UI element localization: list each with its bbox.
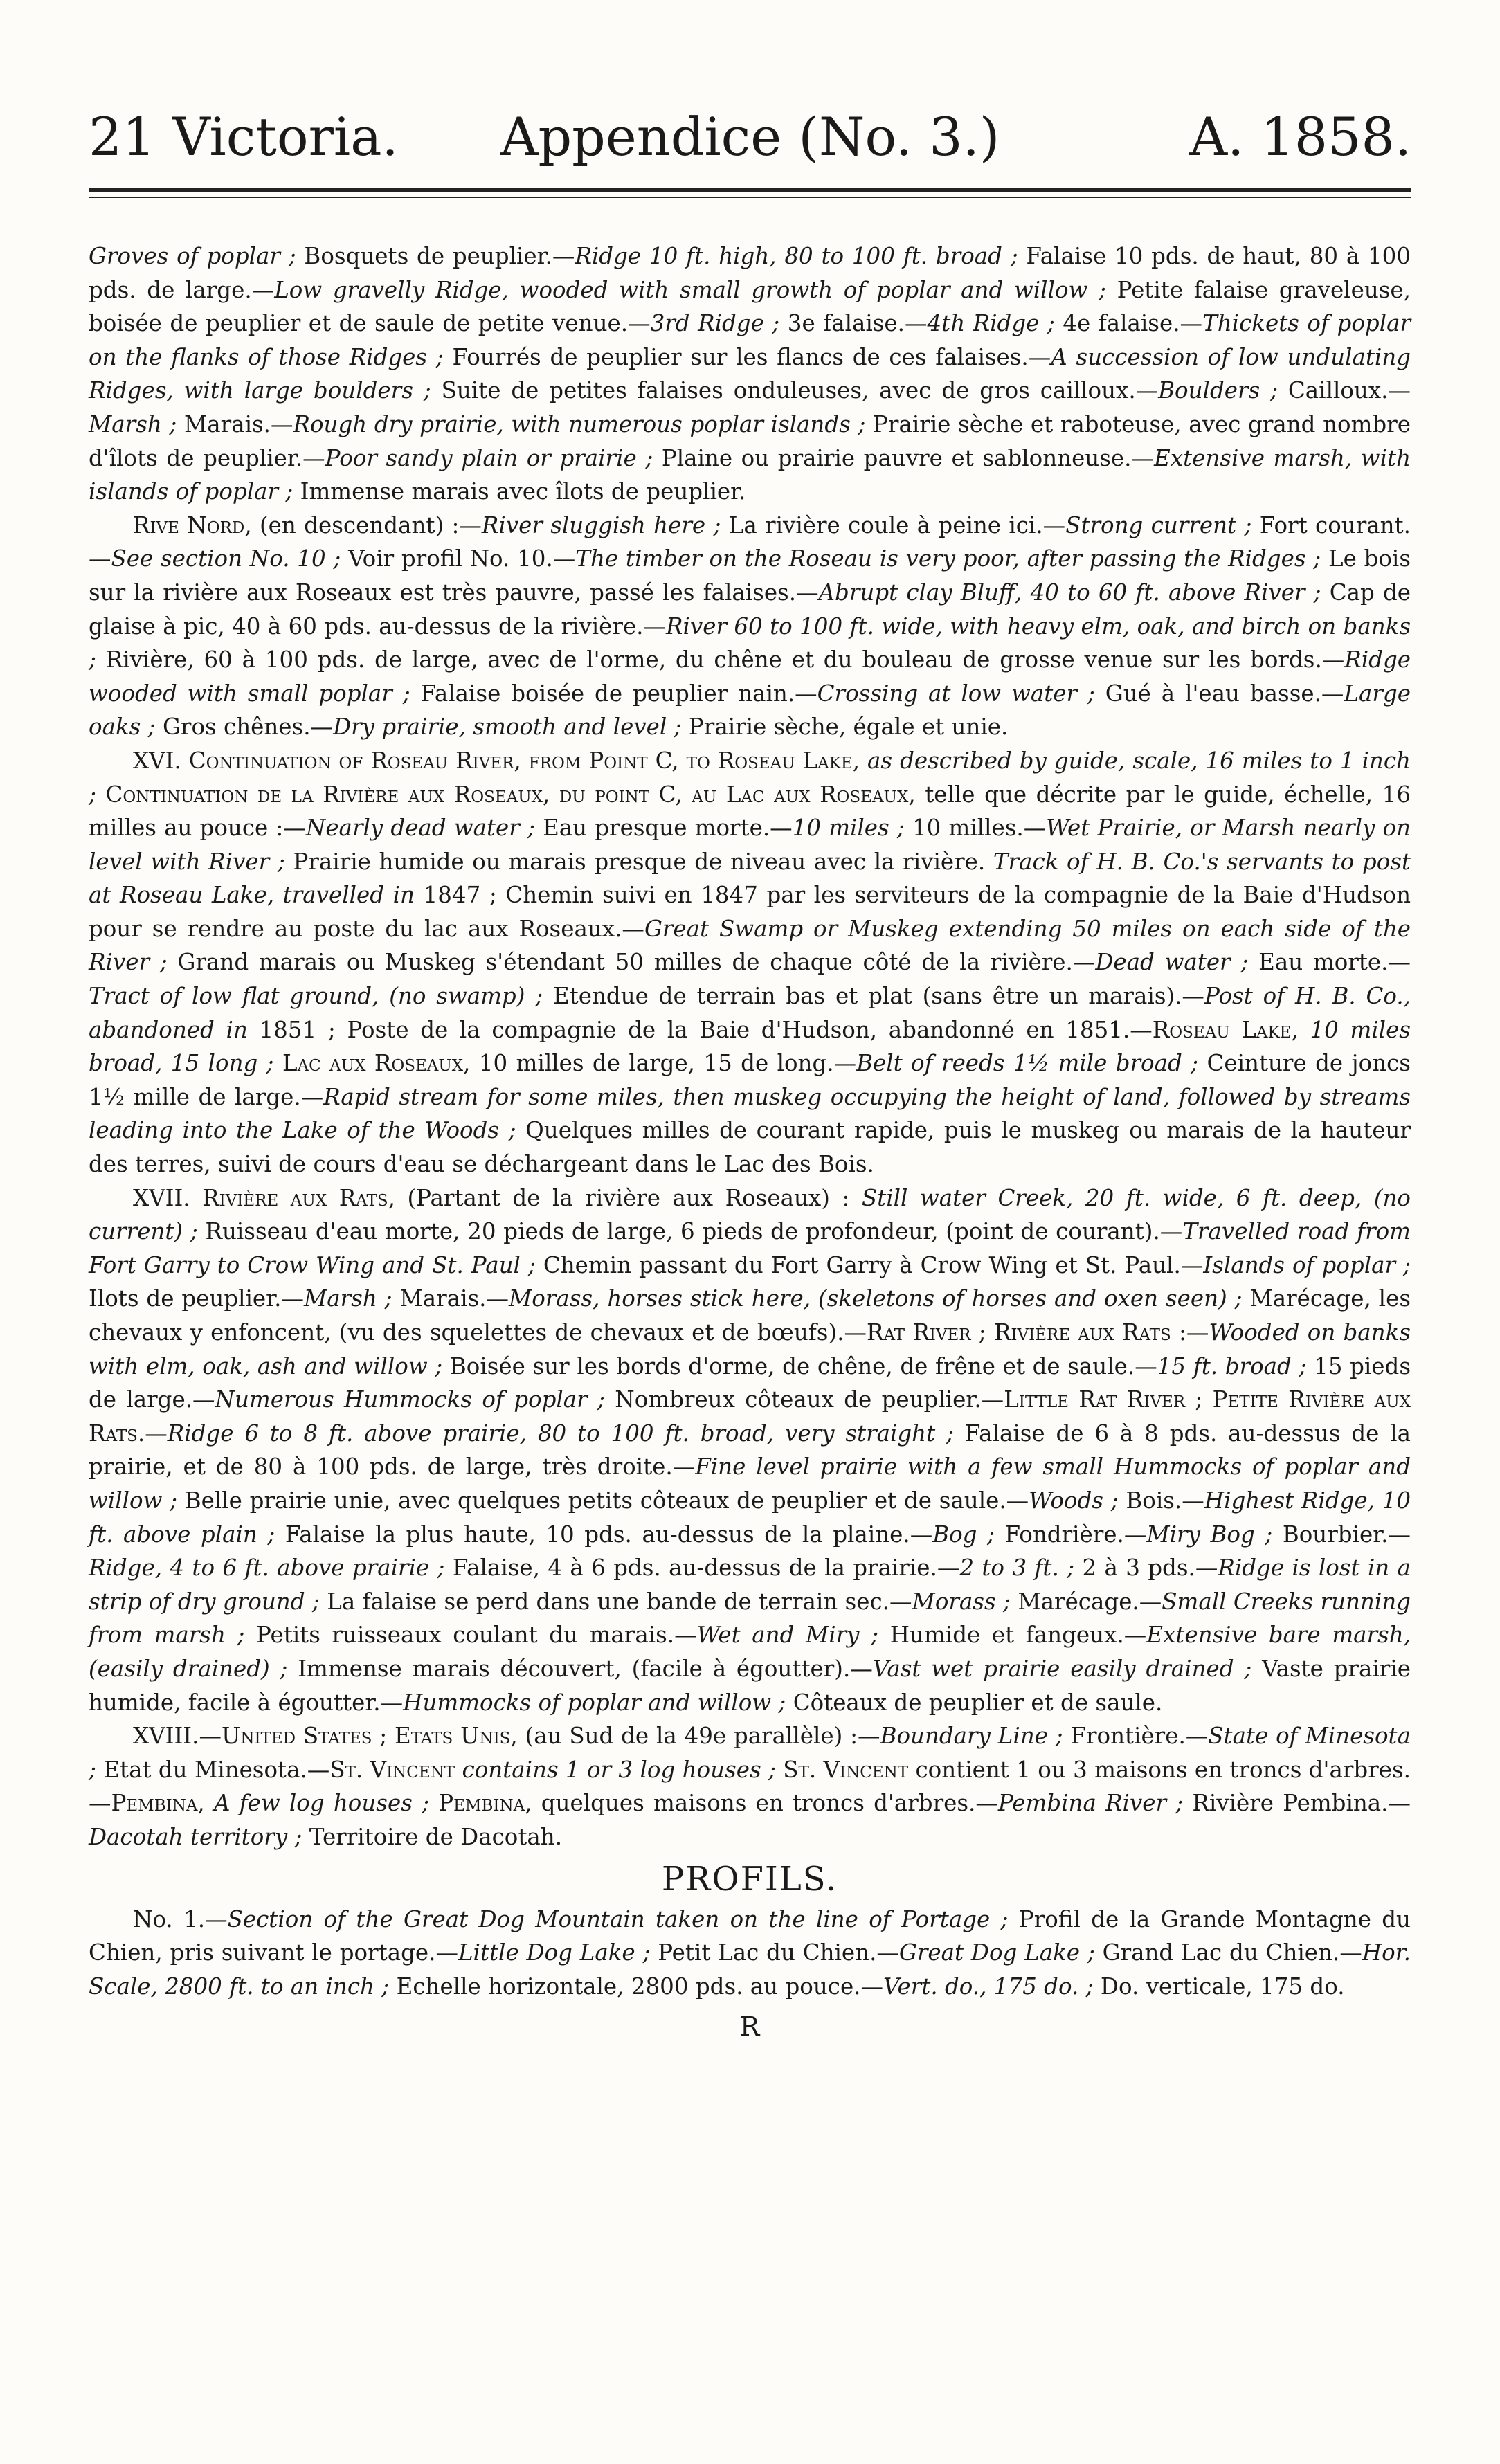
english-term: Rapid stream for some miles, then muskeg occupying the height of land, followed by streams leading into the Lake of the Woods ; [89, 1083, 1411, 1144]
english-term: 3rd Ridge ; [650, 310, 780, 337]
english-term: Pembina River ; [997, 1790, 1184, 1817]
french-text: Marais.— [392, 1285, 509, 1312]
french-text: Petit Lac du Chien.— [650, 1939, 899, 1966]
english-term: Marsh ; [89, 410, 177, 437]
english-term: Rough dry prairie, with numerous poplar islands ; [293, 410, 866, 437]
english-term: Boulders ; [1158, 377, 1278, 404]
french-text: telle que décrite par le guide, échelle, 16 milles au pouce :— [89, 781, 1411, 842]
french-text: Fondrière.— [994, 1521, 1147, 1548]
french-text: Rivière Pembina.— [1183, 1790, 1411, 1817]
french-text: :— [1171, 1319, 1209, 1346]
english-term: Ridge 10 ft. high, 80 to 100 ft. broad ; [575, 243, 1018, 269]
section-heading: Continuation of Roseau River, from Point C, to Roseau Lake, [181, 747, 860, 774]
english-term: Wet and Miry ; [696, 1622, 879, 1649]
place-name: Pembina, [429, 1790, 532, 1817]
english-term: Great Dog Lake ; [898, 1939, 1095, 1966]
french-text: Prairie humide ou marais presque de niveau avec la rivière. [284, 848, 993, 875]
english-term: Small Creeks running from marsh ; [89, 1588, 1411, 1649]
english-term: Numerous Hummocks of poplar ; [215, 1386, 605, 1413]
english-term: Morass, horses stick here, (skeletons of horses and oxen seen) ; [508, 1285, 1243, 1312]
english-term: Still water Creek, 20 ft. wide, 6 ft. deep, (no current) ; [89, 1184, 1411, 1245]
english-term: Tract of low flat ground, (no swamp) ; [89, 983, 543, 1010]
french-text: Falaise de 6 à 8 pds. au-dessus de la prairie, et de 80 à 100 pds. de large, très droite.— [89, 1420, 1411, 1480]
paragraph-section-xvii [89, 1181, 1411, 1720]
french-text: Profil de la Grande Montagne du Chien, pris suivant le portage.— [89, 1905, 1411, 1966]
french-text: Territoire de Dacotah. [302, 1823, 563, 1850]
french-text: 2 à 3 pds.— [1074, 1555, 1218, 1582]
english-term: Hummocks of poplar and willow ; [403, 1689, 786, 1716]
place-name: Little Rat River ; Petite Rivière aux Rats. [89, 1386, 1411, 1447]
french-text: Prairie sèche, égale et unie. [681, 714, 1009, 741]
english-term: contains 1 or 3 log houses ; [455, 1756, 776, 1783]
french-text: 1847 ; Chemin suivi en 1847 par les serviteurs de la compagnie de la Baie d'Hudson pour se rendre au poste du lac aux Roseaux.— [89, 882, 1411, 942]
french-text: Voir profil No. 10.— [341, 545, 576, 572]
english-term: River 60 to 100 ft. wide, with heavy elm, oak, and birch on banks ; [89, 613, 1411, 673]
english-term: Boundary Line ; [880, 1723, 1063, 1750]
english-term: The timber on the Roseau is very poor, after passing the Ridges ; [575, 545, 1321, 572]
french-text: Boisée sur les bords d'orme, de chêne, de frêne et de saule.— [442, 1352, 1157, 1379]
french-text: Bosquets de peuplier.— [296, 243, 575, 269]
english-term: State of Minesota ; [89, 1723, 1411, 1783]
french-text: Bourbier.— [1272, 1521, 1411, 1548]
english-term: Belt of reeds 1½ mile broad ; [856, 1050, 1199, 1077]
french-text: Ruisseau d'eau morte, 20 pieds de large, 6 pieds de profondeur, (point de courant).— [197, 1218, 1183, 1245]
french-text: 10 milles.— [904, 815, 1047, 842]
english-term: Travelled road from Fort Garry to Crow Wing and St. Paul ; [89, 1218, 1411, 1278]
english-term: 10 miles broad, 15 long ; [89, 1016, 1411, 1077]
french-text: Suite de petites falaises onduleuses, avec de gros cailloux.— [431, 377, 1159, 404]
english-term: Islands of poplar ; [1203, 1251, 1411, 1278]
french-text: contient 1 ou 3 maisons en troncs d'arbres.— [89, 1756, 1411, 1817]
english-term: 10 miles ; [792, 815, 905, 842]
french-text: Cap de glaise à pic, 40 à 60 pds. au-dessus de la rivière.— [89, 579, 1411, 640]
french-text: 15 pieds de large.— [89, 1352, 1411, 1413]
english-term: Wet Prairie, or Marsh nearly on level with River ; [89, 815, 1411, 875]
french-text: Chemin passant du Fort Garry à Crow Wing et St. Paul.— [535, 1251, 1204, 1278]
french-text: Plaine ou prairie pauvre et sablonneuse.— [653, 444, 1154, 471]
english-term: Abrupt clay Bluff, 40 to 60 ft. above River ; [818, 579, 1321, 606]
french-text: La rivière coule à peine ici.— [721, 511, 1066, 538]
french-text: 1851 ; Poste de la compagnie de la Baie d'Hudson, abandonné en 1851.— [247, 1016, 1153, 1043]
english-term: Crossing at low water ; [817, 680, 1095, 707]
english-term: Ridge wooded with small poplar ; [89, 646, 1411, 707]
english-term: Vert. do., 175 do. ; [883, 1973, 1094, 2000]
english-term: Dead water ; [1095, 949, 1249, 976]
french-text: Frontière.— [1063, 1723, 1209, 1750]
french-text: 3e falaise.— [779, 310, 928, 337]
profile-number: No. 1.— [133, 1905, 228, 1932]
french-text: Eau presque morte.— [534, 815, 793, 842]
paragraph-ridges [89, 239, 1411, 509]
section-heading: Rivière aux Rats, [190, 1184, 395, 1211]
english-term: Morass ; [912, 1588, 1011, 1615]
french-text: Immense marais découvert, (facile à égoutter).— [287, 1655, 873, 1682]
paragraph-section-xvi [89, 744, 1411, 1181]
header-rule-thick [89, 188, 1411, 192]
french-text: Falaise, 4 à 6 pds. au-dessus de la prairie.— [444, 1555, 960, 1582]
french-text: Belle prairie unie, avec quelques petits côteaux de peuplier et de saule.— [177, 1487, 1029, 1514]
signature-mark: R [739, 2011, 760, 2042]
french-text: Gros chênes.— [155, 714, 334, 741]
english-term: Dacotah territory ; [89, 1823, 302, 1850]
french-text: Quelques milles de courant rapide, puis le muskeg ou marais de la hauteur des terres, suivi de cours d'eau se déchargeant dans le Lac des Bois. [89, 1117, 1411, 1178]
french-text: Eau morte.— [1248, 949, 1411, 976]
place-name: St. Vincent [775, 1756, 909, 1783]
french-text: Fort courant.— [89, 511, 1411, 572]
english-term: Miry Bog ; [1146, 1521, 1273, 1548]
english-term: Low gravelly Ridge, wooded with small growth of poplar and willow ; [274, 276, 1106, 303]
english-term: Bog ; [932, 1521, 995, 1548]
french-text: Gué à l'eau basse.— [1094, 680, 1344, 707]
place-name: Rat River ; Rivière aux Rats [866, 1319, 1171, 1346]
header-rule-thin [89, 197, 1411, 198]
french-text: Rivière, 60 à 100 pds. de large, avec de l'orme, du chêne et du bouleau de grosse venue sur les bords.— [96, 646, 1345, 673]
french-text: Marais.— [177, 410, 293, 437]
french-text: Marécage, les chevaux y enfoncent, (vu des squelettes de chevaux et de bœufs).— [89, 1285, 1411, 1346]
section-heading: Continuation de la Rivière aux Roseaux, du point C, au Lac aux Roseaux, [96, 781, 916, 808]
document-body [89, 239, 1411, 2044]
french-text: Echelle horizontale, 2800 pds. au pouce.— [389, 1973, 884, 2000]
english-term: 2 to 3 ft. ; [959, 1555, 1075, 1582]
french-text: (Partant de la rivière aux Roseaux) : [395, 1184, 862, 1211]
english-term: Marsh ; [303, 1285, 392, 1312]
english-term: Little Dog Lake ; [458, 1939, 651, 1966]
french-text: Grand marais ou Muskeg s'étendant 50 milles de chaque côté de la rivière.— [167, 949, 1096, 976]
english-term: Dry prairie, smooth and level ; [333, 714, 682, 741]
french-text: Bois.— [1118, 1487, 1204, 1514]
english-term: Ridge is lost in a strip of dry ground ; [89, 1555, 1411, 1615]
section-heading: United States ; Etats Unis, [221, 1723, 518, 1750]
french-text: Ceinture de joncs 1½ mille de large.— [89, 1050, 1411, 1110]
english-term: Groves of poplar ; [89, 243, 296, 269]
english-term: Track of H. B. Co.'s servants to post at Roseau Lake, travelled in [89, 848, 1411, 909]
english-term: Highest Ridge, 10 ft. above plain ; [89, 1487, 1411, 1548]
english-term: Extensive marsh, with islands of poplar ; [89, 444, 1411, 505]
french-text: Falaise la plus haute, 10 pds. au-dessus de la plaine.— [275, 1521, 933, 1548]
section-number: XVI. [133, 747, 181, 774]
french-text: Humide et fangeux.— [878, 1622, 1147, 1649]
french-text: quelques maisons en troncs d'arbres.— [532, 1790, 998, 1817]
english-term: Strong current ; [1065, 511, 1252, 538]
french-text: Cailloux.— [1278, 377, 1411, 404]
english-term: A succession of low undulating Ridges, with large boulders ; [89, 343, 1411, 404]
place-name: Pembina, [111, 1790, 205, 1817]
french-text: Côteaux de peuplier et de saule. [786, 1689, 1163, 1716]
french-text: Immense marais avec îlots de peuplier. [293, 478, 746, 505]
english-term: River sluggish here ; [481, 511, 721, 538]
english-term: A few log houses ; [204, 1790, 430, 1817]
english-term: Ridge 6 to 8 ft. above prairie, 80 to 100 ft. broad, very straight ; [167, 1420, 954, 1447]
english-term: Section of the Great Dog Mountain taken on the line of Portage ; [227, 1905, 1009, 1932]
english-term: Vast wet prairie easily drained ; [872, 1655, 1252, 1682]
french-text: (en descendant) :— [251, 511, 482, 538]
french-text: Etat du Minesota.— [96, 1756, 330, 1783]
french-text: Falaise 10 pds. de haut, 80 à 100 pds. de large.— [89, 243, 1411, 303]
french-text: — [145, 1420, 168, 1447]
paragraph-rive-nord [89, 509, 1411, 744]
english-term: Thickets of poplar on the flanks of those Ridges ; [89, 310, 1411, 370]
english-term: Post of H. B. Co., abandoned in [89, 983, 1411, 1043]
english-term: as described by guide, scale, 16 miles to 1 inch ; [89, 747, 1411, 808]
english-term: Poor sandy plain or prairie ; [325, 444, 653, 471]
english-term: See section No. 10 ; [111, 545, 341, 572]
english-term: Large oaks ; [89, 680, 1411, 741]
english-term: Nearly dead water ; [305, 815, 535, 842]
running-header [89, 96, 1411, 179]
english-term: 15 ft. broad ; [1157, 1352, 1307, 1379]
french-text: Ilots de peuplier.— [89, 1285, 304, 1312]
header-year: A. 1858. [1189, 106, 1411, 167]
section-lead: Rive Nord, [133, 511, 252, 538]
french-text: Fourrés de peuplier sur les flancs de ces falaises.— [443, 343, 1051, 370]
section-number: XVII. [133, 1184, 190, 1211]
english-term: Woods ; [1029, 1487, 1119, 1514]
french-text: La falaise se perd dans une bande de terrain sec.— [319, 1588, 912, 1615]
profils-heading: PROFILS. [661, 1859, 838, 1899]
french-text: Prairie sèche et raboteuse, avec grand nombre d'îlots de peuplier.— [89, 410, 1411, 471]
french-text: Do. verticale, 175 do. [1093, 1973, 1345, 2000]
french-text: Le bois sur la rivière aux Roseaux est très pauvre, passé les falaises.— [89, 545, 1411, 606]
english-term: Fine level prairie with a few small Hummocks of poplar and willow ; [89, 1453, 1411, 1514]
french-text: Petits ruisseaux coulant du marais.— [244, 1622, 697, 1649]
english-term: Ridge, 4 to 6 ft. above prairie ; [89, 1555, 445, 1582]
place-name: Roseau Lake, [1152, 1016, 1299, 1043]
french-text: Grand Lac du Chien.— [1094, 1939, 1362, 1966]
place-name: Lac aux Roseaux, [273, 1050, 471, 1077]
french-text: 10 milles de large, 15 de long.— [470, 1050, 857, 1077]
french-text: Vaste prairie humide, facile à égoutter.— [89, 1655, 1411, 1716]
paragraph-profil-1 [89, 1903, 1411, 2004]
french-text: Falaise boisée de peuplier nain.— [410, 680, 817, 707]
section-number: XVIII.— [133, 1723, 222, 1750]
french-text: (au Sud de la 49e parallèle) :— [517, 1723, 880, 1750]
english-term: Hor. Scale, 2800 ft. to an inch ; [89, 1939, 1411, 2000]
french-text: 4e falaise.— [1054, 310, 1203, 337]
english-term: 4th Ridge ; [927, 310, 1055, 337]
header-session: 21 Victoria. [89, 106, 399, 167]
english-term: Wooded on banks with elm, oak, ash and willow ; [89, 1319, 1411, 1379]
french-text: Petite falaise graveleuse, boisée de peuplier et de saule de petite venue.— [89, 276, 1411, 337]
french-text: Nombreux côteaux de peuplier.— [604, 1386, 1004, 1413]
paragraph-section-xviii [89, 1719, 1411, 1854]
english-term: Great Swamp or Muskeg extending 50 miles on each side of the River ; [89, 915, 1411, 976]
header-appendix: Appendice (No. 3.) [500, 106, 1000, 167]
english-term: Extensive bare marsh, (easily drained) ; [89, 1622, 1411, 1682]
french-text: Marécage.— [1011, 1588, 1162, 1615]
place-name: St. Vincent [329, 1756, 455, 1783]
french-text: Etendue de terrain bas et plat (sans être un marais).— [543, 983, 1204, 1010]
